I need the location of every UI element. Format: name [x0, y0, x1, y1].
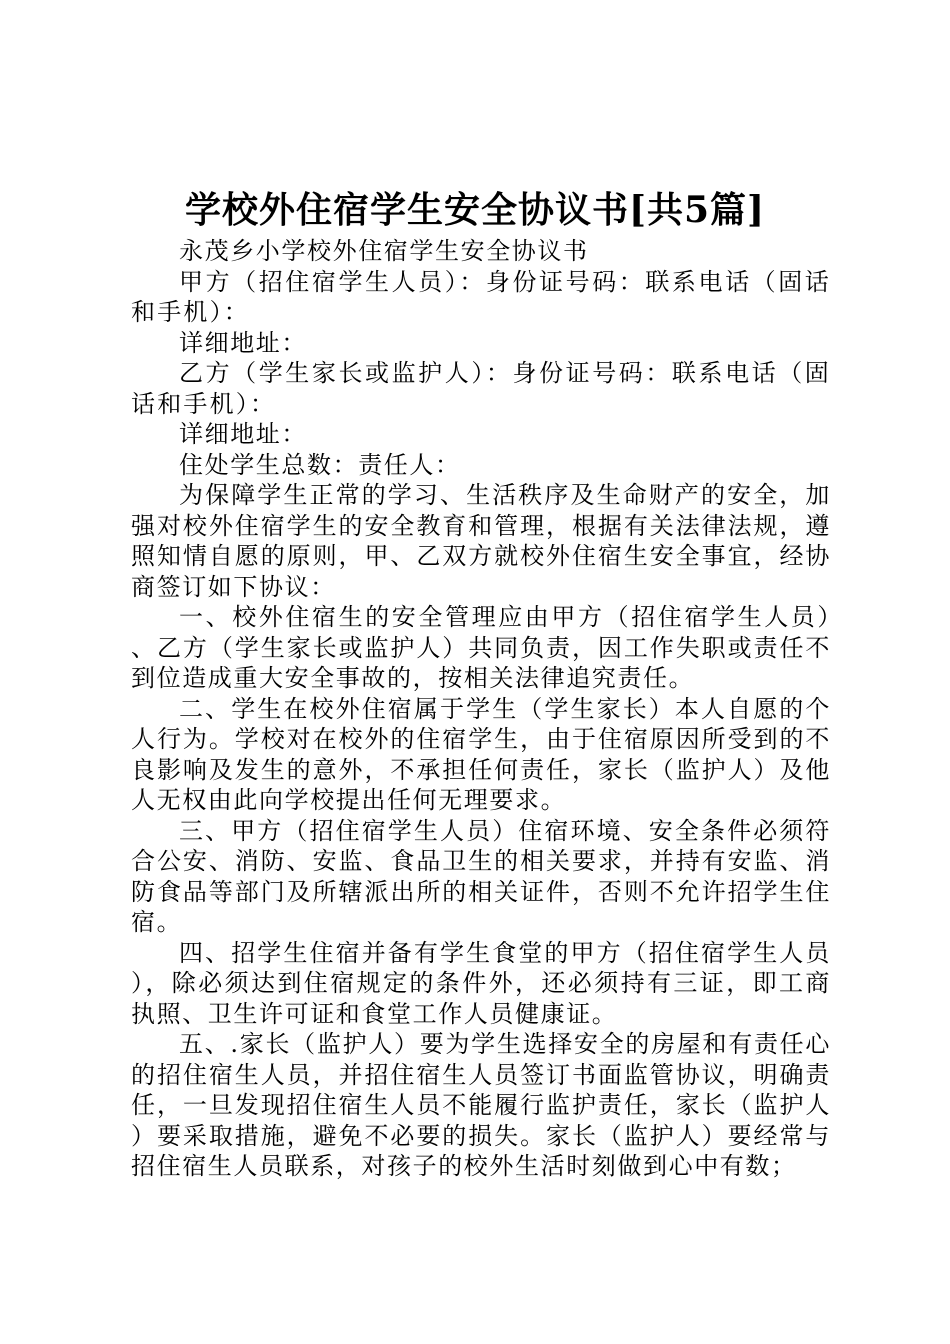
paragraph-clause-4: 四、招学生住宿并备有学生食堂的甲方（招住宿学生人员），除必须达到住宿规定的条件外，还必须持有三证，即工商执照、卫生许可证和食堂工作人员健康证。: [131, 938, 831, 1028]
paragraph-party-b-address: 详细地址：: [179, 420, 307, 448]
paragraph-clause-1: 一、校外住宿生的安全管理应由甲方（招住宿学生人员）、乙方（学生家长或监护人）共同负责，因工作失职或责任不到位造成重大安全事故的，按相关法律追究责任。: [131, 603, 831, 692]
paragraph-preamble: 为保障学生正常的学习、生活秩序及生命财产的安全，加强对校外住宿学生的安全教育和管理，根据有关法律法规，遵照知情自愿的原则，甲、乙双方就校外住宿生安全事宜，经协商签订如下协议：: [131, 481, 831, 601]
paragraph-student-count: 住处学生总数：责任人：: [179, 450, 461, 479]
document-title: 学校外住宿学生安全协议书[共5篇]: [184, 189, 766, 231]
paragraph-party-b: 乙方（学生家长或监护人）：身份证号码：联系电话（固话和手机）：: [131, 359, 831, 418]
paragraph-party-a-address: 详细地址：: [179, 328, 307, 357]
paragraph-clause-3: 三、甲方（招住宿学生人员）住宿环境、安全条件必须符合公安、消防、安监、食品卫生的相关要求，并持有安监、消防食品等部门及所辖派出所的相关证件，否则不允许招学生住宿。: [131, 816, 831, 936]
paragraph-clause-5: 五、.家长（监护人）要为学生选择安全的房屋和有责任心的招住宿生人员，并招住宿生人员签订书面监管协议，明确责任，一旦发现招住宿生人员不能履行监护责任，家长（监护人）要采取措施，避免不必要的损失。家长（监护人）要经常与招住宿生人员联系，对孩子的校外生活时刻做到心中有数；: [131, 1030, 831, 1180]
paragraph-subtitle: 永茂乡小学校外住宿学生安全协议书: [179, 237, 589, 265]
paragraph-party-a: 甲方（招住宿学生人员）：身份证号码：联系电话（固话和手机）：: [131, 267, 831, 326]
document-body: [131, 236, 831, 1182]
paragraph-clause-2: 二、学生在校外住宿属于学生（学生家长）本人自愿的个人行为。学校对在校外的住宿学生，由于住宿原因所受到的不良影响及发生的意外，不承担任何责任，家长（监护人）及他人无权由此向学校提出任何无理要求。: [131, 694, 831, 814]
